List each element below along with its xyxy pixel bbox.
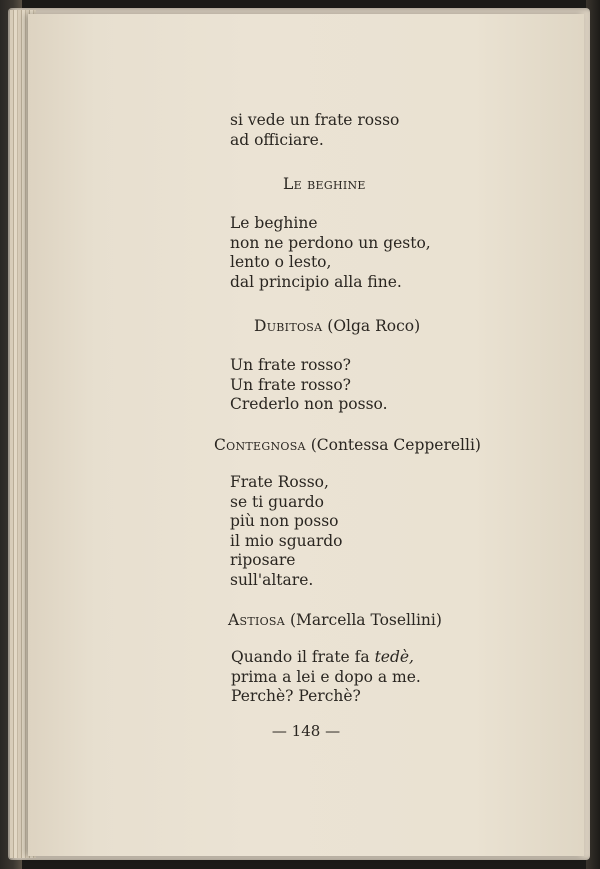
verse-line: prima a lei e dopo a me. xyxy=(231,667,421,686)
verse-line: il mio sguardo xyxy=(230,531,343,550)
character-note: (Marcella Tosellini) xyxy=(285,611,442,629)
heading-contegnosa xyxy=(214,436,481,454)
verse-line: Un frate rosso? xyxy=(230,356,351,374)
verse-line: sull'altare. xyxy=(230,570,314,589)
verse-line: ad officiare. xyxy=(230,130,324,149)
verse-text: Quando il frate fa xyxy=(231,648,375,666)
verse-line: si vede un frate rosso xyxy=(230,111,400,129)
character-note: (Olga Roco) xyxy=(322,317,421,335)
verse-line: Frate Rosso, xyxy=(230,473,329,491)
heading-astiosa xyxy=(228,611,442,629)
verse-line: se ti guardo xyxy=(230,492,324,511)
book-page xyxy=(28,14,584,856)
verse-line: dal principio alla fine. xyxy=(230,272,402,291)
stanza-3 xyxy=(230,356,388,415)
verse-line: Perchè? Perchè? xyxy=(231,687,361,705)
character-name: Dubitosa xyxy=(254,317,323,335)
stanza-1 xyxy=(230,111,399,150)
heading-dubitosa xyxy=(254,317,420,335)
verse-line: non ne perdono un gesto, xyxy=(230,233,431,252)
verse-line: riposare xyxy=(230,551,296,569)
stanza-4 xyxy=(230,473,343,590)
page-number: — 148 — xyxy=(271,722,341,740)
verse-line: Le beghine xyxy=(230,214,318,232)
character-note: (Contessa Cepperelli) xyxy=(305,436,481,454)
stanza-2 xyxy=(230,214,431,292)
character-name: Astiosa xyxy=(228,611,286,629)
verse-line: lento o lesto, xyxy=(230,253,332,271)
italic-word: tedè, xyxy=(374,648,414,666)
verse-line xyxy=(231,648,421,668)
character-name: Contegnosa xyxy=(214,436,306,454)
verse-line: Crederlo non posso. xyxy=(230,395,388,413)
verse-line: più non posso xyxy=(230,512,339,530)
verse-line: Un frate rosso? xyxy=(230,375,351,394)
heading-le-beghine: Le beghine xyxy=(283,175,366,193)
stanza-5 xyxy=(231,648,421,707)
